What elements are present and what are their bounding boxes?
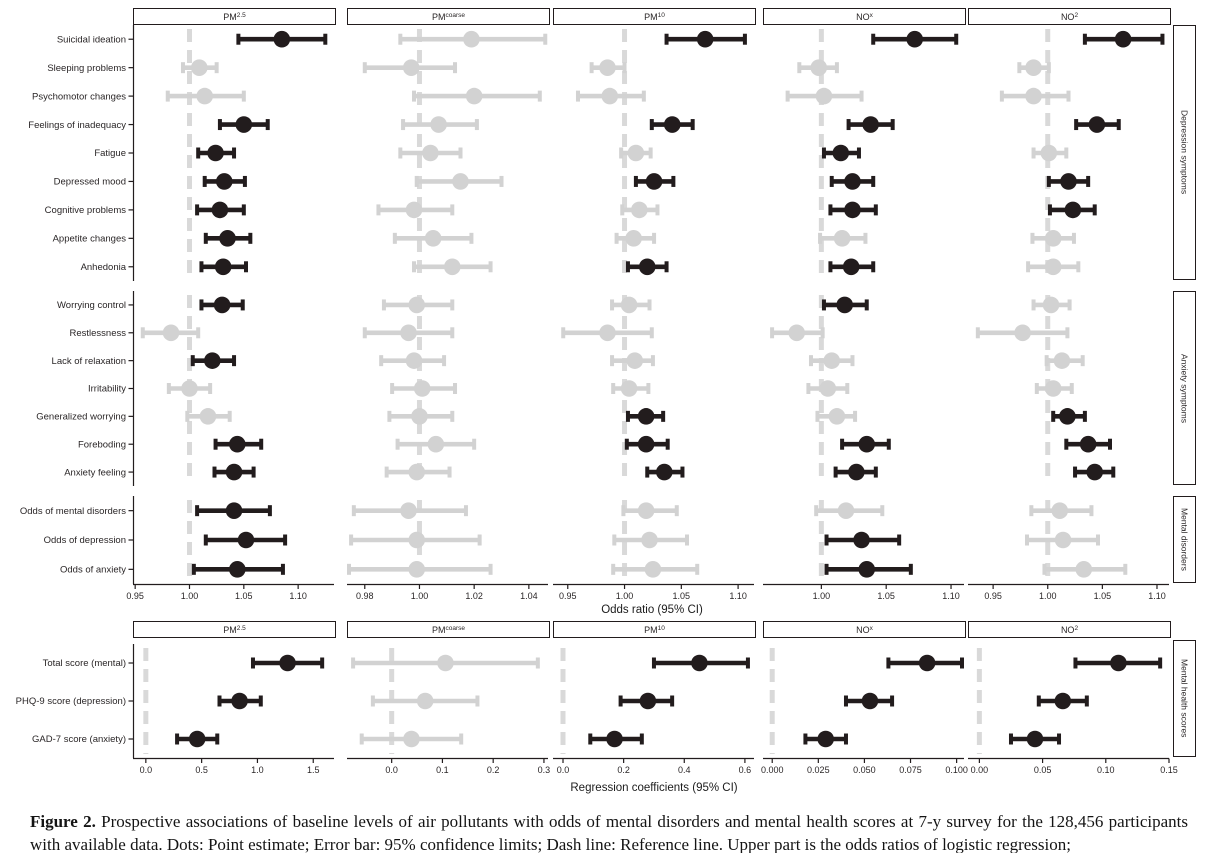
point-estimate xyxy=(1045,230,1062,247)
point-estimate xyxy=(229,561,246,578)
point-estimate xyxy=(640,693,657,710)
point-estimate xyxy=(1055,693,1072,710)
point-estimate xyxy=(463,31,480,48)
point-estimate xyxy=(788,324,805,341)
point-estimate xyxy=(858,436,875,453)
point-estimate xyxy=(816,88,833,105)
x-axis-tick-label: 0.025 xyxy=(807,765,830,775)
point-estimate xyxy=(919,655,936,672)
point-estimate xyxy=(836,297,853,314)
point-estimate xyxy=(810,59,827,76)
point-estimate xyxy=(1055,532,1072,549)
x-axis-tick-label: 1.00 xyxy=(410,591,429,601)
pollutant-subscript: 2 xyxy=(1074,625,1079,633)
point-estimate xyxy=(408,297,425,314)
point-estimate xyxy=(425,230,442,247)
pollutant-label: NO xyxy=(856,624,870,635)
point-estimate xyxy=(823,352,840,369)
row-label: Odds of mental disorders xyxy=(19,505,126,517)
point-estimate xyxy=(1014,324,1031,341)
pollutant-label: PM xyxy=(431,624,446,635)
x-axis-tick-label: 1.00 xyxy=(180,591,199,601)
row-label: Cognitive problems xyxy=(44,205,126,217)
x-axis-tick-label: 0.050 xyxy=(853,765,876,775)
point-estimate xyxy=(279,655,296,672)
point-estimate xyxy=(833,145,850,162)
row-label: Anxiety feeling xyxy=(64,467,126,479)
point-estimate xyxy=(231,693,248,710)
point-estimate xyxy=(858,561,875,578)
point-estimate xyxy=(639,258,656,275)
row-label: Suicidal ideation xyxy=(56,34,126,46)
x-axis-tick-label: 0.2 xyxy=(617,765,630,775)
point-estimate xyxy=(408,561,425,578)
row-label: GAD-7 score (anxiety) xyxy=(32,734,126,746)
row-label: PHQ-9 score (depression) xyxy=(15,696,126,708)
x-axis-tick-label: 0.4 xyxy=(678,765,691,775)
point-estimate xyxy=(204,352,221,369)
point-estimate xyxy=(621,380,638,397)
x-axis-tick-label: 1.10 xyxy=(729,591,747,601)
point-estimate xyxy=(838,502,855,519)
point-estimate xyxy=(638,502,655,519)
point-estimate xyxy=(196,88,213,105)
point-estimate xyxy=(817,731,834,748)
point-estimate xyxy=(1043,297,1060,314)
row-label: Psychomotor changes xyxy=(32,91,126,103)
x-axis-tick-label: 0.2 xyxy=(486,765,500,775)
point-estimate xyxy=(403,59,420,76)
x-axis-title: Odds ratio (95% CI) xyxy=(601,604,703,616)
point-estimate xyxy=(236,116,253,133)
point-estimate xyxy=(862,693,879,710)
facet-strip-label: Mental health scores xyxy=(1179,659,1190,738)
point-estimate xyxy=(631,202,648,219)
point-estimate xyxy=(1086,464,1103,481)
pollutant-label: PM xyxy=(223,624,237,635)
point-estimate xyxy=(1041,145,1058,162)
pollutant-label: PM xyxy=(644,624,658,635)
pollutant-subscript: coarse xyxy=(445,625,465,633)
point-estimate xyxy=(601,88,618,105)
x-axis-tick-label: 0.15 xyxy=(1160,765,1178,775)
point-estimate xyxy=(219,230,236,247)
point-estimate xyxy=(216,173,233,190)
point-estimate xyxy=(844,173,861,190)
point-estimate xyxy=(1051,502,1068,519)
x-axis-tick-label: 1.10 xyxy=(1148,591,1166,601)
pollutant-subscript: coarse xyxy=(445,12,465,20)
facet-strip-label: Depression symptoms xyxy=(1179,110,1190,195)
point-estimate xyxy=(444,258,461,275)
row-label: Total score (mental) xyxy=(42,658,126,670)
x-axis-tick-label: 1.05 xyxy=(1093,591,1112,601)
point-estimate xyxy=(656,464,673,481)
point-estimate xyxy=(1027,731,1044,748)
x-axis-tick-label: 1.0 xyxy=(251,765,264,775)
x-axis-tick-label: 0.05 xyxy=(1033,765,1052,775)
pollutant-label: PM xyxy=(223,11,237,22)
x-axis-tick-label: 0.95 xyxy=(984,591,1002,601)
point-estimate xyxy=(214,297,231,314)
point-estimate xyxy=(452,173,469,190)
point-estimate xyxy=(646,173,663,190)
row-label: Fatigue xyxy=(94,148,126,160)
facet-strip-label: Anxiety symptoms xyxy=(1179,353,1190,423)
point-estimate xyxy=(414,380,431,397)
point-estimate xyxy=(834,230,851,247)
pollutant-label: NO xyxy=(856,11,870,22)
pollutant-subscript: 10 xyxy=(657,625,665,633)
point-estimate xyxy=(645,561,662,578)
row-label: Foreboding xyxy=(77,439,126,451)
point-estimate xyxy=(844,202,861,219)
row-label: Anhedonia xyxy=(80,261,126,273)
figure-caption-label: Figure 2. xyxy=(30,812,96,831)
row-label: Irritability xyxy=(87,383,126,395)
pollutant-label: NO xyxy=(1060,624,1075,635)
pollutant-label: PM xyxy=(644,11,658,22)
point-estimate xyxy=(422,145,439,162)
pollutant-subscript: 2.5 xyxy=(236,625,246,633)
point-estimate xyxy=(628,145,645,162)
x-axis-tick-label: 0.95 xyxy=(126,591,144,601)
point-estimate xyxy=(437,655,454,672)
point-estimate xyxy=(638,436,655,453)
point-estimate xyxy=(691,655,708,672)
point-estimate xyxy=(406,202,423,219)
row-label: Depressed mood xyxy=(53,176,126,188)
point-estimate xyxy=(408,464,425,481)
point-estimate xyxy=(1045,380,1062,397)
point-estimate xyxy=(862,116,879,133)
point-estimate xyxy=(408,532,425,549)
point-estimate xyxy=(599,59,616,76)
point-estimate xyxy=(163,324,180,341)
point-estimate xyxy=(417,693,434,710)
point-estimate xyxy=(200,408,217,425)
x-axis-tick-label: 1.05 xyxy=(235,591,253,601)
x-axis-tick-label: 1.00 xyxy=(615,591,634,601)
x-axis-tick-label: 1.04 xyxy=(520,591,538,601)
x-axis-tick-label: 1.00 xyxy=(1038,591,1057,601)
point-estimate xyxy=(1060,173,1077,190)
point-estimate xyxy=(1045,258,1062,275)
row-label: Generalized worrying xyxy=(36,411,126,423)
pollutant-label: NO xyxy=(1060,11,1075,22)
point-estimate xyxy=(229,436,246,453)
point-estimate xyxy=(664,116,681,133)
point-estimate xyxy=(466,88,483,105)
point-estimate xyxy=(1025,88,1042,105)
point-estimate xyxy=(212,202,229,219)
row-label: Sleeping problems xyxy=(47,62,126,74)
point-estimate xyxy=(621,297,638,314)
pollutant-label: PM xyxy=(431,11,446,22)
point-estimate xyxy=(625,230,642,247)
point-estimate xyxy=(406,352,423,369)
point-estimate xyxy=(411,408,428,425)
x-axis-tick-label: 1.10 xyxy=(289,591,307,601)
row-label: Odds of depression xyxy=(43,535,126,547)
x-axis-tick-label: 0.95 xyxy=(558,591,577,601)
point-estimate xyxy=(430,116,447,133)
x-axis-tick-label: 0.0 xyxy=(385,765,398,775)
point-estimate xyxy=(606,731,623,748)
x-axis-title: Regression coefficients (95% CI) xyxy=(570,782,738,794)
point-estimate xyxy=(843,258,860,275)
pollutant-subscript: x xyxy=(869,625,873,633)
point-estimate xyxy=(853,532,870,549)
x-axis-tick-label: 0.075 xyxy=(899,765,922,775)
x-axis-tick-label: 1.00 xyxy=(812,591,831,601)
point-estimate xyxy=(641,532,658,549)
point-estimate xyxy=(1054,352,1071,369)
point-estimate xyxy=(226,502,243,519)
point-estimate xyxy=(1110,655,1127,672)
point-estimate xyxy=(274,31,291,48)
point-estimate xyxy=(1115,31,1132,48)
point-estimate xyxy=(207,145,224,162)
x-axis-tick-label: 1.05 xyxy=(672,591,691,601)
x-axis-tick-label: 1.5 xyxy=(306,765,320,775)
x-axis-tick-label: 0.1 xyxy=(436,765,449,775)
x-axis-tick-label: 0.0 xyxy=(556,765,570,775)
x-axis-tick-label: 0.10 xyxy=(1097,765,1115,775)
point-estimate xyxy=(626,352,643,369)
point-estimate xyxy=(697,31,714,48)
x-axis-tick-label: 0.00 xyxy=(970,765,989,775)
point-estimate xyxy=(829,408,846,425)
row-label: Restlessness xyxy=(69,327,126,339)
point-estimate xyxy=(191,59,208,76)
pollutant-subscript: 2.5 xyxy=(236,12,246,20)
point-estimate xyxy=(238,532,255,549)
row-label: Appetite changes xyxy=(52,233,126,245)
row-label: Feelings of inadequacy xyxy=(28,119,126,131)
row-label: Odds of anxiety xyxy=(59,564,126,576)
point-estimate xyxy=(428,436,445,453)
facet-strip-label: Mental disorders xyxy=(1179,508,1190,571)
x-axis-tick-label: 0.3 xyxy=(537,765,551,775)
point-estimate xyxy=(599,324,616,341)
x-axis-tick-label: 1.05 xyxy=(877,591,895,601)
pollutant-subscript: 2 xyxy=(1074,12,1079,20)
pollutant-subscript: 10 xyxy=(657,12,665,20)
point-estimate xyxy=(1025,59,1042,76)
point-estimate xyxy=(181,380,198,397)
point-estimate xyxy=(400,502,417,519)
point-estimate xyxy=(403,731,420,748)
x-axis-tick-label: 0.6 xyxy=(738,765,752,775)
point-estimate xyxy=(189,731,206,748)
point-estimate xyxy=(848,464,865,481)
x-axis-tick-label: 0.0 xyxy=(139,765,153,775)
point-estimate xyxy=(1065,202,1082,219)
point-estimate xyxy=(1080,436,1097,453)
point-estimate xyxy=(1089,116,1106,133)
figure-caption xyxy=(30,810,1188,853)
figure-caption-text: Prospective associations of baseline levels of air pollutants with odds of mental disorders and mental health scores at 7-y survey for the 128,456 participants with available data. Dots: Point estimate; Error bar: 95% confidence limits; Dash line: Reference line. Upper part is the odds ratios of logistic regression; xyxy=(30,812,1188,853)
point-estimate xyxy=(400,324,417,341)
x-axis-tick-label: 1.02 xyxy=(465,591,483,601)
point-estimate xyxy=(820,380,837,397)
x-axis-tick-label: 0.5 xyxy=(195,765,208,775)
point-estimate xyxy=(226,464,243,481)
point-estimate xyxy=(215,258,232,275)
row-label: Lack of relaxation xyxy=(51,355,126,367)
x-axis-tick-label: 0.000 xyxy=(760,765,784,775)
point-estimate xyxy=(906,31,923,48)
x-axis-tick-label: 0.100 xyxy=(945,765,968,775)
row-label: Worrying control xyxy=(57,300,126,312)
x-axis-tick-label: 1.10 xyxy=(942,591,960,601)
point-estimate xyxy=(1075,561,1092,578)
pollutant-subscript: x xyxy=(869,12,873,20)
x-axis-tick-label: 0.98 xyxy=(356,591,374,601)
point-estimate xyxy=(1059,408,1076,425)
point-estimate xyxy=(638,408,655,425)
